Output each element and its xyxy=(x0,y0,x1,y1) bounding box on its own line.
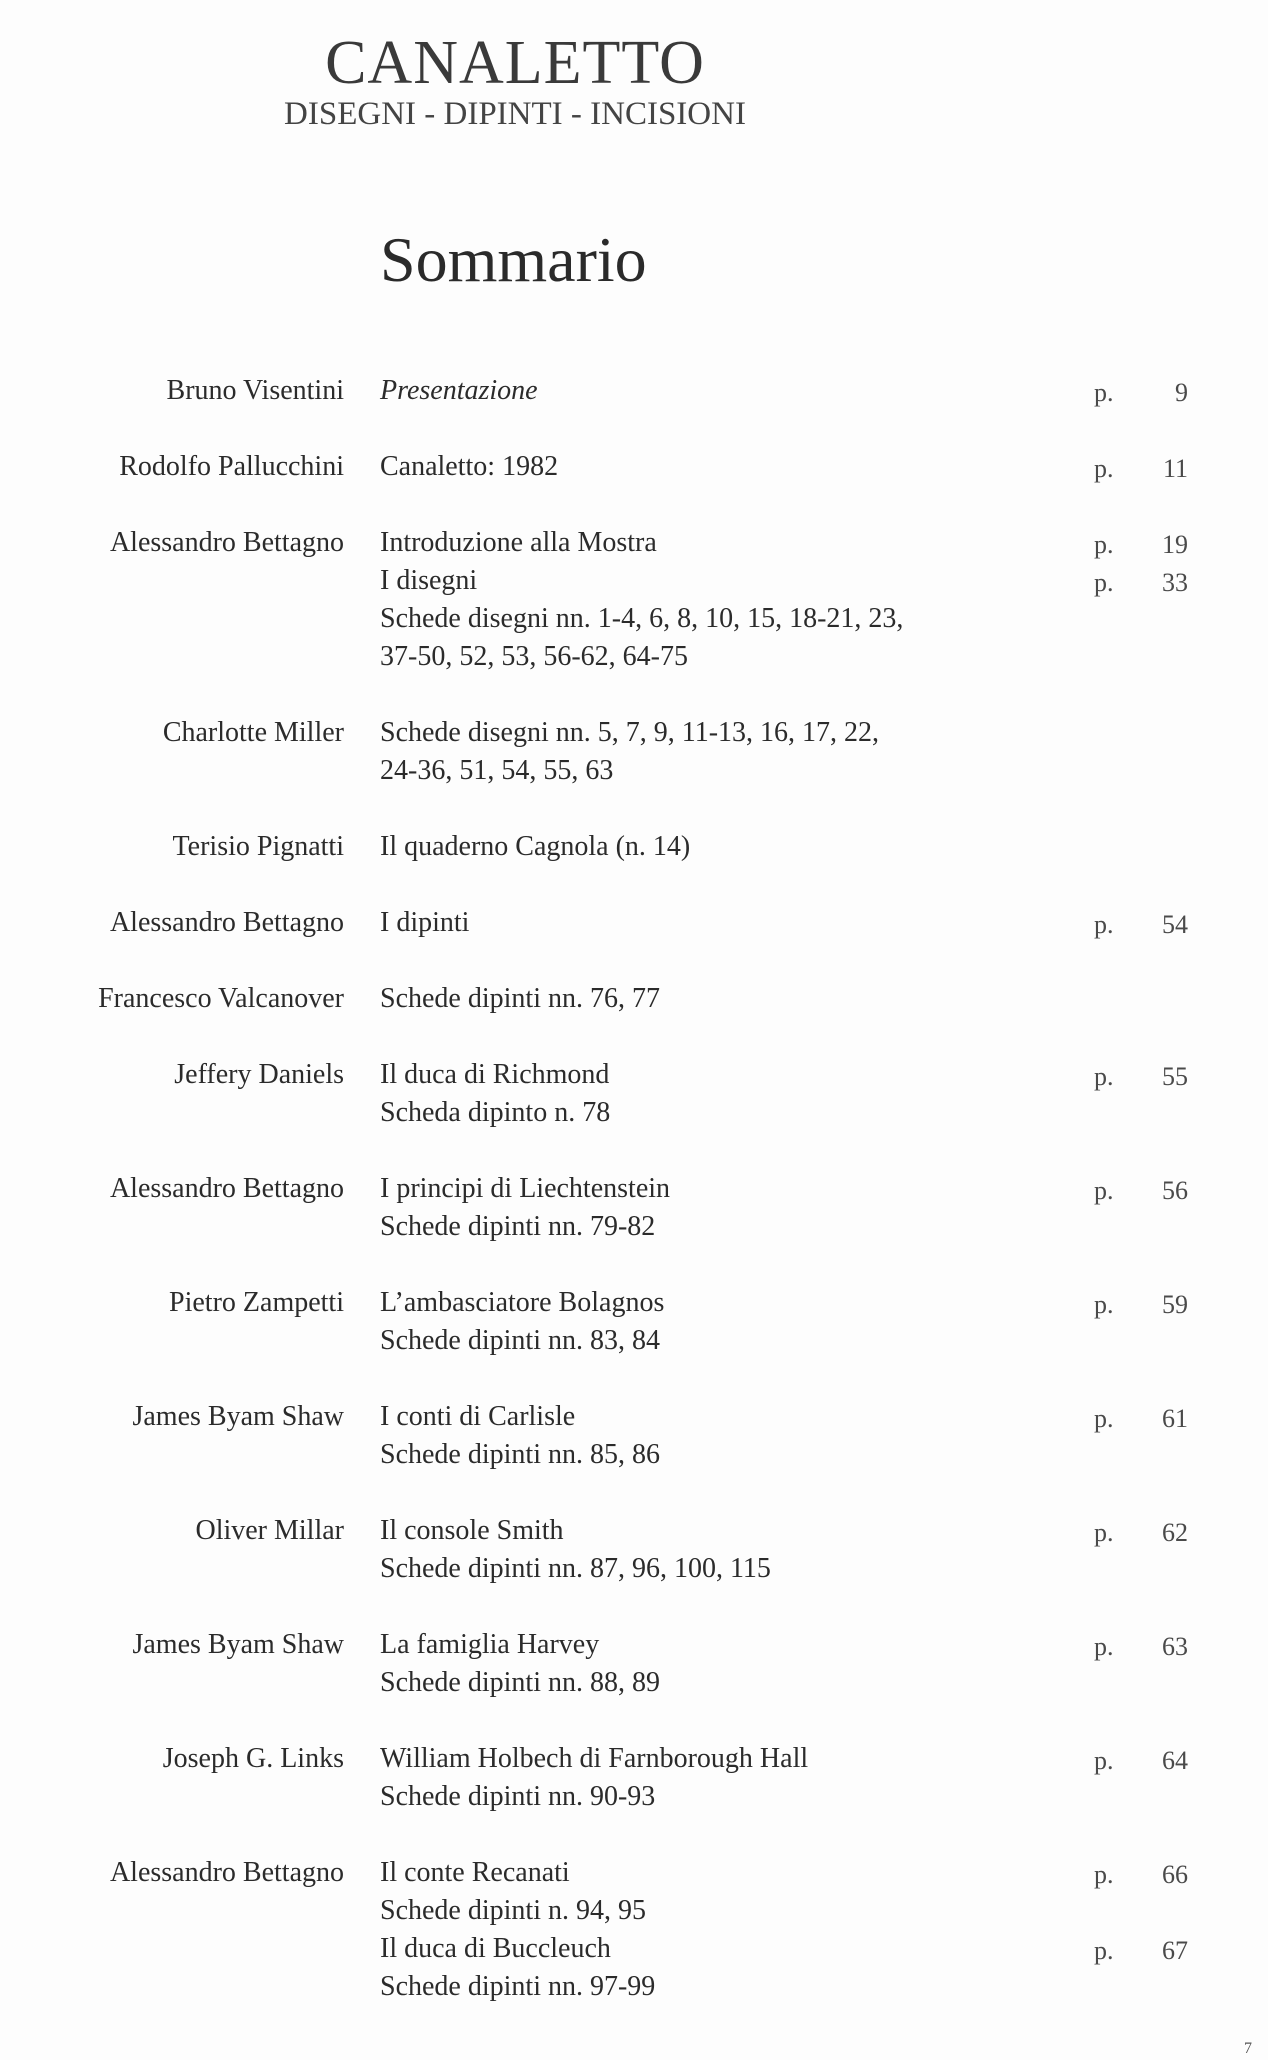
toc-page-prefix: p. xyxy=(1094,1176,1114,1205)
toc-line xyxy=(380,1892,1268,1930)
toc-line-title: Schede dipinti nn. 88, 89 xyxy=(380,1667,660,1698)
toc-entry xyxy=(0,1398,1268,1474)
toc-line-title: La famiglia Harvey xyxy=(380,1629,600,1660)
toc-line-title: Schede disegni nn. 1-4, 6, 8, 10, 15, 18-21, 23, xyxy=(380,603,904,634)
toc-author: James Byam Shaw xyxy=(132,1629,344,1660)
toc-line xyxy=(380,1284,1268,1322)
toc-page-number: 19 xyxy=(1162,530,1188,559)
toc-lines xyxy=(380,980,1268,1018)
book-subtitle: DISEGNI - DIPINTI - INCISIONI xyxy=(284,96,746,132)
toc-page-ref xyxy=(1094,1856,1204,1894)
toc-line-title: Il conte Recanati xyxy=(380,1857,570,1888)
toc-page-number: 54 xyxy=(1162,910,1188,939)
toc-page-ref xyxy=(1094,564,1204,602)
toc-line xyxy=(380,752,1268,790)
toc-entry xyxy=(0,1170,1268,1246)
toc-page-prefix: p. xyxy=(1094,568,1114,597)
toc-page-ref xyxy=(1094,906,1204,944)
toc-page-prefix: p. xyxy=(1094,1746,1114,1775)
toc-page-ref xyxy=(1094,374,1204,412)
toc-lines xyxy=(380,1854,1268,2006)
toc-author: Jeffery Daniels xyxy=(174,1059,344,1090)
toc-page-ref xyxy=(1094,1058,1204,1096)
toc-page-number: 67 xyxy=(1162,1936,1188,1965)
toc-page-ref xyxy=(1094,526,1204,564)
toc-page-ref xyxy=(1094,1628,1204,1666)
toc-line xyxy=(380,828,1268,866)
toc-line-title: Canaletto: 1982 xyxy=(380,451,559,482)
toc-line-title: I dipinti xyxy=(380,907,470,938)
toc-entry xyxy=(0,448,1268,486)
toc-page-prefix: p. xyxy=(1094,1632,1114,1661)
toc-entry xyxy=(0,1626,1268,1702)
toc-line xyxy=(380,1436,1268,1474)
toc-line-title: I conti di Carlisle xyxy=(380,1401,576,1432)
toc-entry xyxy=(0,828,1268,866)
toc-line xyxy=(380,904,1268,942)
toc-line xyxy=(380,980,1268,1018)
toc-line xyxy=(380,1778,1268,1816)
toc-entry xyxy=(0,714,1268,790)
toc-line xyxy=(380,1208,1268,1246)
toc-lines xyxy=(380,1512,1268,1588)
toc-line-title: I disegni xyxy=(380,565,478,596)
toc-lines xyxy=(380,1170,1268,1246)
toc-page-ref xyxy=(1094,1172,1204,1210)
toc-line-title: Il console Smith xyxy=(380,1515,564,1546)
toc-page-ref xyxy=(1094,1400,1204,1438)
toc-lines xyxy=(380,1626,1268,1702)
toc-lines xyxy=(380,1056,1268,1132)
toc-entry xyxy=(0,1284,1268,1360)
toc-line-title: 37-50, 52, 53, 56-62, 64-75 xyxy=(380,641,688,672)
toc-line-title: Scheda dipinto n. 78 xyxy=(380,1097,611,1128)
toc-line-title: Schede dipinti nn. 76, 77 xyxy=(380,983,660,1014)
toc-entry xyxy=(0,1740,1268,1816)
toc-line xyxy=(380,714,1268,752)
toc-page-prefix: p. xyxy=(1094,1404,1114,1433)
toc-line xyxy=(380,1968,1268,2006)
toc-lines xyxy=(380,372,1268,410)
toc-line-title: Schede dipinti nn. 90-93 xyxy=(380,1781,656,1812)
toc-line xyxy=(380,524,1268,562)
toc-page-prefix: p. xyxy=(1094,1062,1114,1091)
toc-entry xyxy=(0,1512,1268,1588)
toc-lines xyxy=(380,1284,1268,1360)
toc-author: Alessandro Bettagno xyxy=(109,1173,344,1204)
toc-page-number: 9 xyxy=(1175,378,1188,407)
toc-author: Pietro Zampetti xyxy=(169,1287,344,1318)
toc-line xyxy=(380,638,1268,676)
toc-author: Alessandro Bettagno xyxy=(109,1857,344,1888)
toc-page-number: 62 xyxy=(1162,1518,1188,1547)
toc-line xyxy=(380,1550,1268,1588)
toc-line xyxy=(380,1398,1268,1436)
toc-author: Rodolfo Pallucchini xyxy=(119,451,344,482)
toc-author: Francesco Valcanover xyxy=(98,983,344,1014)
toc-page-ref xyxy=(1094,1286,1204,1324)
toc-author: Bruno Visentini xyxy=(166,375,344,406)
book-title: CANALETTO xyxy=(325,29,705,97)
toc-page-number: 56 xyxy=(1162,1176,1188,1205)
toc-lines xyxy=(380,524,1268,676)
toc-page-number: 66 xyxy=(1162,1860,1188,1889)
toc-page-ref xyxy=(1094,1742,1204,1780)
toc-page-number: 61 xyxy=(1162,1404,1188,1433)
toc-author: Terisio Pignatti xyxy=(172,831,344,862)
toc-line-title: Il duca di Richmond xyxy=(380,1059,610,1090)
toc-line-title: Schede dipinti nn. 87, 96, 100, 115 xyxy=(380,1553,771,1584)
toc-page-prefix: p. xyxy=(1094,1290,1114,1319)
toc-entry xyxy=(0,980,1268,1018)
toc-page-number: 59 xyxy=(1162,1290,1188,1319)
toc-author: Alessandro Bettagno xyxy=(109,527,344,558)
toc-line xyxy=(380,1930,1268,1968)
toc-line xyxy=(380,1626,1268,1664)
book-header xyxy=(0,29,1030,132)
toc-line xyxy=(380,1056,1268,1094)
toc-page-number: 11 xyxy=(1162,454,1188,483)
toc-line-title: William Holbech di Farnborough Hall xyxy=(380,1743,809,1774)
toc-lines xyxy=(380,828,1268,866)
toc-line xyxy=(380,1664,1268,1702)
toc-line-title: 24-36, 51, 54, 55, 63 xyxy=(380,755,614,786)
toc-page-prefix: p. xyxy=(1094,1518,1114,1547)
toc-lines xyxy=(380,714,1268,790)
toc-page-number: 33 xyxy=(1162,568,1188,597)
toc-page-ref xyxy=(1094,1932,1204,1970)
toc-line-title: Il quaderno Cagnola (n. 14) xyxy=(380,831,691,862)
toc-line xyxy=(380,1854,1268,1892)
toc-entry xyxy=(0,904,1268,942)
toc-line-title: Introduzione alla Mostra xyxy=(380,527,657,558)
toc-entry xyxy=(0,1854,1268,2006)
toc-lines xyxy=(380,1740,1268,1816)
toc-line xyxy=(380,1740,1268,1778)
toc-page-ref xyxy=(1094,450,1204,488)
toc-line xyxy=(380,1170,1268,1208)
toc-lines xyxy=(380,904,1268,942)
page-title: Sommario xyxy=(380,224,647,295)
toc-line xyxy=(380,1322,1268,1360)
toc-line-title: Il duca di Buccleuch xyxy=(380,1933,611,1964)
toc-line-title: Schede dipinti nn. 97-99 xyxy=(380,1971,656,2002)
toc-line-title: Schede dipinti nn. 83, 84 xyxy=(380,1325,660,1356)
toc-page-number: 64 xyxy=(1162,1746,1188,1775)
toc-line-title: Schede dipinti n. 94, 95 xyxy=(380,1895,646,1926)
toc-line xyxy=(380,448,1268,486)
toc-entry xyxy=(0,372,1268,410)
toc-author: Alessandro Bettagno xyxy=(109,907,344,938)
toc-page-prefix: p. xyxy=(1094,454,1114,483)
toc-page-ref xyxy=(1094,1514,1204,1552)
toc-page-prefix: p. xyxy=(1094,530,1114,559)
toc-line xyxy=(380,372,1268,410)
toc-line-title: Schede dipinti nn. 85, 86 xyxy=(380,1439,660,1470)
toc-entry xyxy=(0,1056,1268,1132)
toc-page-prefix: p. xyxy=(1094,378,1114,407)
toc-line xyxy=(380,1094,1268,1132)
toc-line xyxy=(380,1512,1268,1550)
toc-line xyxy=(380,562,1268,600)
toc-line xyxy=(380,600,1268,638)
toc-page-number: 63 xyxy=(1162,1632,1188,1661)
toc-page-prefix: p. xyxy=(1094,910,1114,939)
toc-lines xyxy=(380,448,1268,486)
toc-author: Charlotte Miller xyxy=(162,717,344,748)
toc-page-prefix: p. xyxy=(1094,1860,1114,1889)
toc-page-prefix: p. xyxy=(1094,1936,1114,1965)
toc-author: Oliver Millar xyxy=(195,1515,344,1546)
toc-author: Joseph G. Links xyxy=(162,1743,344,1774)
toc-line-title: Presentazione xyxy=(380,375,538,406)
table-of-contents xyxy=(0,372,1268,2044)
toc-line-title: I principi di Liechtenstein xyxy=(380,1173,671,1204)
page-number: 7 xyxy=(1244,2040,1252,2057)
toc-author: James Byam Shaw xyxy=(132,1401,344,1432)
toc-line-title: L’ambasciatore Bolagnos xyxy=(380,1287,665,1318)
toc-line-title: Schede disegni nn. 5, 7, 9, 11-13, 16, 17, 22, xyxy=(380,717,880,748)
toc-entry xyxy=(0,524,1268,676)
toc-lines xyxy=(380,1398,1268,1474)
toc-line-title: Schede dipinti nn. 79-82 xyxy=(380,1211,656,1242)
toc-page-number: 55 xyxy=(1162,1062,1188,1091)
